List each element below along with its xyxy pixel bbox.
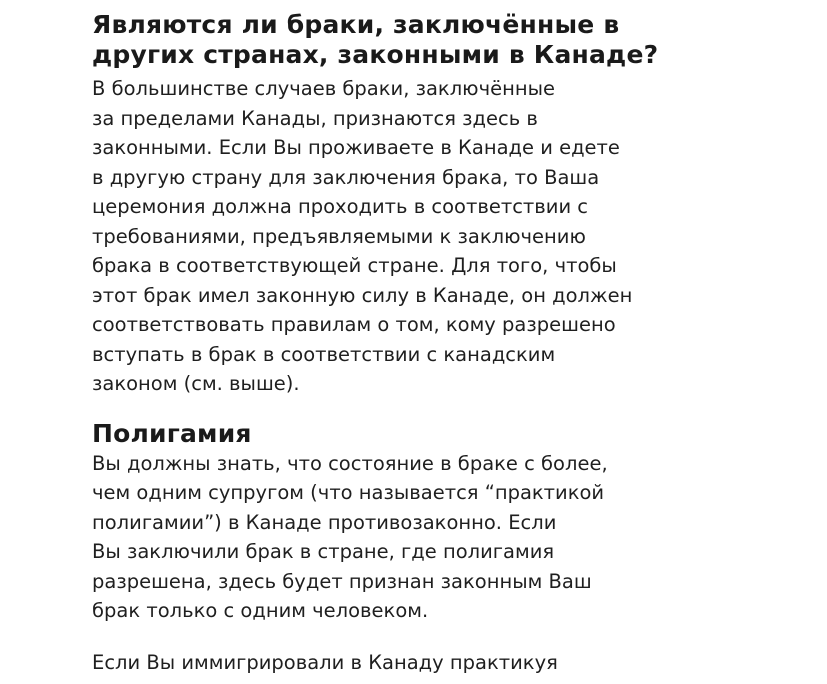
- text-line: брака в соответствующей стране. Для того, чтобы: [92, 254, 617, 277]
- paragraph-immigration-polygamy: [92, 648, 792, 678]
- text-line: чем одним супругом (что называется “практикой: [92, 481, 605, 504]
- text-line: полигамии”) в Канаде противозаконно. Если: [92, 510, 557, 534]
- text-line: вступать в брак в соответствии с канадским: [92, 342, 556, 366]
- text-line: Если Вы иммигрировали в Канаду практикуя: [92, 650, 558, 674]
- text-line: за пределами Канады, признаются здесь в: [92, 106, 538, 130]
- text-line: разрешена, здесь будет признан законным Ваш: [92, 569, 592, 593]
- heading-foreign-marriages: [92, 10, 792, 70]
- text-line: в другую страну для заключения брака, то Ваша: [92, 165, 600, 189]
- text-line: Вы заключили брак в стране, где полигамия: [92, 540, 555, 563]
- text-line: В большинстве случаев браки, заключённые: [92, 77, 555, 100]
- paragraph-foreign-marriages: [92, 74, 792, 399]
- heading-line: других странах, законными в Канаде?: [92, 40, 659, 69]
- text-line: соответствовать правилам о том, кому разрешено: [92, 313, 616, 336]
- document-page: [92, 4, 792, 677]
- text-line: этот брак имел законную силу в Канаде, он должен: [92, 283, 633, 307]
- text-line: церемония должна проходить в соответствии с: [92, 195, 589, 218]
- text-line: законными. Если Вы проживаете в Канаде и едете: [92, 136, 620, 159]
- text-line: брак только с одним человеком.: [92, 599, 429, 622]
- heading-polygamy: Полигамия: [92, 418, 252, 448]
- heading-line: Являются ли браки, заключённые в: [92, 10, 620, 39]
- text-line: требованиями, предъявляемыми к заключению: [92, 224, 586, 248]
- text-line: законом (см. выше).: [92, 372, 300, 395]
- paragraph-polygamy: [92, 449, 792, 626]
- text-line: Вы должны знать, что состояние в браке с более,: [92, 451, 608, 475]
